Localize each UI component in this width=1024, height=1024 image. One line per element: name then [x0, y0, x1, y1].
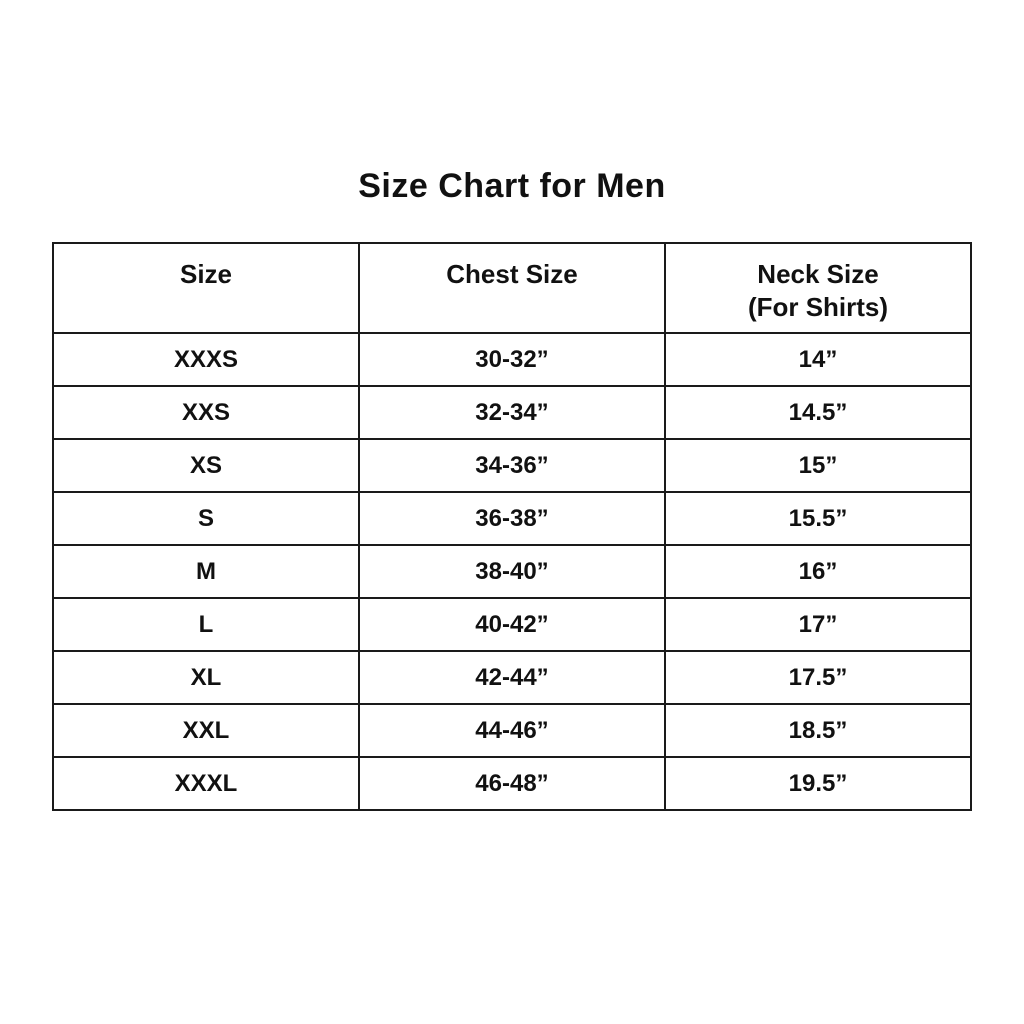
cell-neck: 17.5” — [665, 651, 971, 704]
cell-chest: 46-48” — [359, 757, 665, 810]
table-row — [53, 492, 971, 545]
cell-size: L — [53, 598, 359, 651]
cell-neck: 14.5” — [665, 386, 971, 439]
cell-size: M — [53, 545, 359, 598]
cell-size: XXS — [53, 386, 359, 439]
cell-chest: 36-38” — [359, 492, 665, 545]
cell-neck: 14” — [665, 333, 971, 386]
cell-chest: 34-36” — [359, 439, 665, 492]
table-row — [53, 757, 971, 810]
cell-size: S — [53, 492, 359, 545]
table-body — [53, 333, 971, 810]
page-title: Size Chart for Men — [358, 167, 666, 205]
cell-neck: 17” — [665, 598, 971, 651]
header-row — [53, 243, 971, 333]
table-header — [53, 243, 971, 333]
header-neck-sublabel: (For Shirts) — [747, 292, 889, 322]
cell-chest: 32-34” — [359, 386, 665, 439]
header-chest-label: Chest Size — [446, 259, 578, 289]
cell-size: XXXS — [53, 333, 359, 386]
header-neck-label: Neck Size — [757, 259, 879, 289]
cell-chest: 40-42” — [359, 598, 665, 651]
cell-chest: 38-40” — [359, 545, 665, 598]
table-row — [53, 704, 971, 757]
table-row — [53, 439, 971, 492]
cell-neck: 18.5” — [665, 704, 971, 757]
cell-size: XS — [53, 439, 359, 492]
table-row — [53, 598, 971, 651]
size-chart-table — [52, 242, 972, 811]
cell-chest: 44-46” — [359, 704, 665, 757]
header-chest-size — [359, 243, 665, 333]
cell-chest: 30-32” — [359, 333, 665, 386]
cell-size: XL — [53, 651, 359, 704]
table-row — [53, 651, 971, 704]
cell-neck: 15” — [665, 439, 971, 492]
cell-size: XXL — [53, 704, 359, 757]
header-size — [53, 243, 359, 333]
table-row — [53, 333, 971, 386]
table-row — [53, 545, 971, 598]
cell-neck: 15.5” — [665, 492, 971, 545]
header-size-label: Size — [179, 259, 233, 289]
cell-chest: 42-44” — [359, 651, 665, 704]
cell-neck: 19.5” — [665, 757, 971, 810]
table-row — [53, 386, 971, 439]
cell-size: XXXL — [53, 757, 359, 810]
header-neck-size — [665, 243, 971, 333]
cell-neck: 16” — [665, 545, 971, 598]
